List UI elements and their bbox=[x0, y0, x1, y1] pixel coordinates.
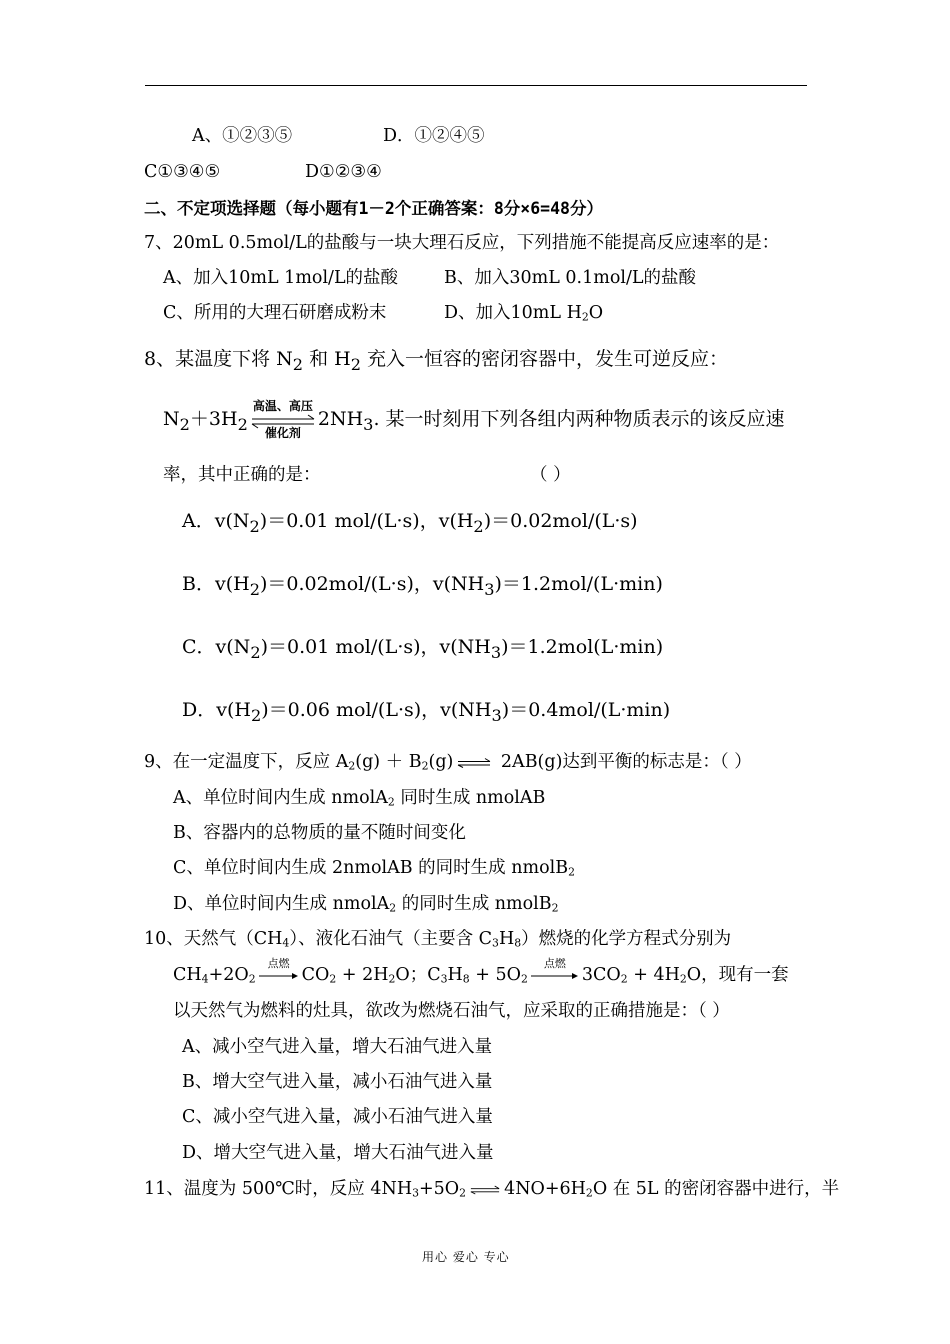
q9-option-a: A、单位时间内生成 nmolA$_2$ 同时生成 nmolAB bbox=[173, 788, 546, 809]
reversible-arrow: 高温、高压 催化剂 bbox=[252, 399, 313, 440]
q7-stem: 7、20mL 0.5mol/L的盐酸与一块大理石反应，下列措施不能提高反应速率的是： bbox=[144, 233, 780, 253]
q10-option-a: A、减小空气进入量，增大石油气进入量 bbox=[182, 1037, 493, 1057]
q10-equations: $CH_4+2O_2$ 点燃 $CO_2 + 2H_2O$；$C_3H_8 + 5O_2$ 点燃 $3CO_2 + 4H_2O$，现有一套 bbox=[173, 956, 789, 986]
q10-option-d: D、增大空气进入量，增大石油气进入量 bbox=[182, 1143, 494, 1163]
q10-stem: 10、天然气$(CH_4)$、液化石油气（主要含 $C_3H_8$）燃烧的化学方程式分别为 bbox=[144, 929, 732, 950]
q6-option-d1: D．①②④⑤ bbox=[383, 126, 485, 146]
q6-option-d2: D①②③④ bbox=[305, 162, 382, 182]
q7-option-a: A、加入10mL 1mol/L的盐酸 bbox=[163, 268, 399, 288]
equilibrium-arrow-q11 bbox=[470, 1185, 500, 1195]
q8-option-a: A．$v(N_2)=0.01$ mol/(L·s)，$v(H_2)=0.02mol/(L\cdot s)$ bbox=[182, 510, 638, 536]
header-rule bbox=[145, 85, 807, 86]
q11-stem: 11、温度为 500℃时，反应 $4NH_3+5O_2$ $4NO+6H_2O$ 在 5L 的密闭容器中进行，半 bbox=[144, 1179, 840, 1200]
q6-option-c: C①③④⑤ bbox=[144, 162, 221, 182]
q9-option-d: D、单位时间内生成 nmolA$_2$ 的同时生成 nmolB$_2$ bbox=[173, 894, 559, 915]
equilibrium-arrow bbox=[457, 758, 491, 768]
q8-option-d: D．$v(H_2)=0.06$ mol/(L·s)，$v(NH_3)=0.4mol/(L\cdot\min)$ bbox=[182, 699, 671, 725]
q8-line3: 率，其中正确的是： bbox=[163, 465, 321, 485]
ignite-arrow-2: 点燃 bbox=[531, 971, 579, 981]
q10-option-c: C、减小空气进入量，减小石油气进入量 bbox=[182, 1107, 493, 1127]
q9-option-b: B、容器内的总物质的量不随时间变化 bbox=[173, 823, 466, 843]
q6-option-a: A、①②③⑤ bbox=[192, 126, 293, 146]
page-footer: 用心 爱心 专心 bbox=[422, 1250, 510, 1264]
q8-equation: $N_2+3H_2$ 高温、高压 催化剂 $2NH_3$. 某一时刻用下列各组内两种物质表示的该反应速 bbox=[163, 399, 785, 440]
q9-option-c: C、单位时间内生成 2nmolAB 的同时生成 nmolB$_2$ bbox=[173, 858, 575, 879]
q7-option-b: B、加入30mL 0.1mol/L的盐酸 bbox=[444, 268, 696, 288]
q10-line3: 以天然气为燃料的灶具，欲改为燃烧石油气，应采取的正确措施是：（ ） bbox=[173, 1001, 730, 1021]
q8-answer-paren: （ ） bbox=[530, 465, 571, 485]
q8-stem: 8、某温度下将 $N_2$ 和 $H_2$ 充入一恒容的密闭容器中，发生可逆反应： bbox=[144, 348, 729, 374]
q10-option-b: B、增大空气进入量，减小石油气进入量 bbox=[182, 1072, 493, 1092]
ignite-arrow: 点燃 bbox=[259, 971, 299, 981]
q7-option-c: C、所用的大理石研磨成粉末 bbox=[163, 303, 387, 323]
q8-option-c: C．$v(N_2)=0.01$ mol/(L·s)，$v(NH_3)=1.2mol(L\cdot\min)$ bbox=[182, 636, 664, 662]
q7-option-d: D、加入10mL $H_2O$ bbox=[444, 303, 604, 324]
section-title: 二、不定项选择题（每小题有1－2个正确答案：8分×6=48分） bbox=[144, 199, 603, 218]
q8-option-b: B．$v(H_2)=0.02mol/(L\cdot s)$，$v(NH_3)=1.2mol/(L\cdot\min)$ bbox=[182, 573, 663, 599]
q9-stem: 9、在一定温度下，反应 $A_2(g) + B_2(g)$ 2AB(g)达到平衡的标志是：（ ） bbox=[144, 752, 752, 773]
